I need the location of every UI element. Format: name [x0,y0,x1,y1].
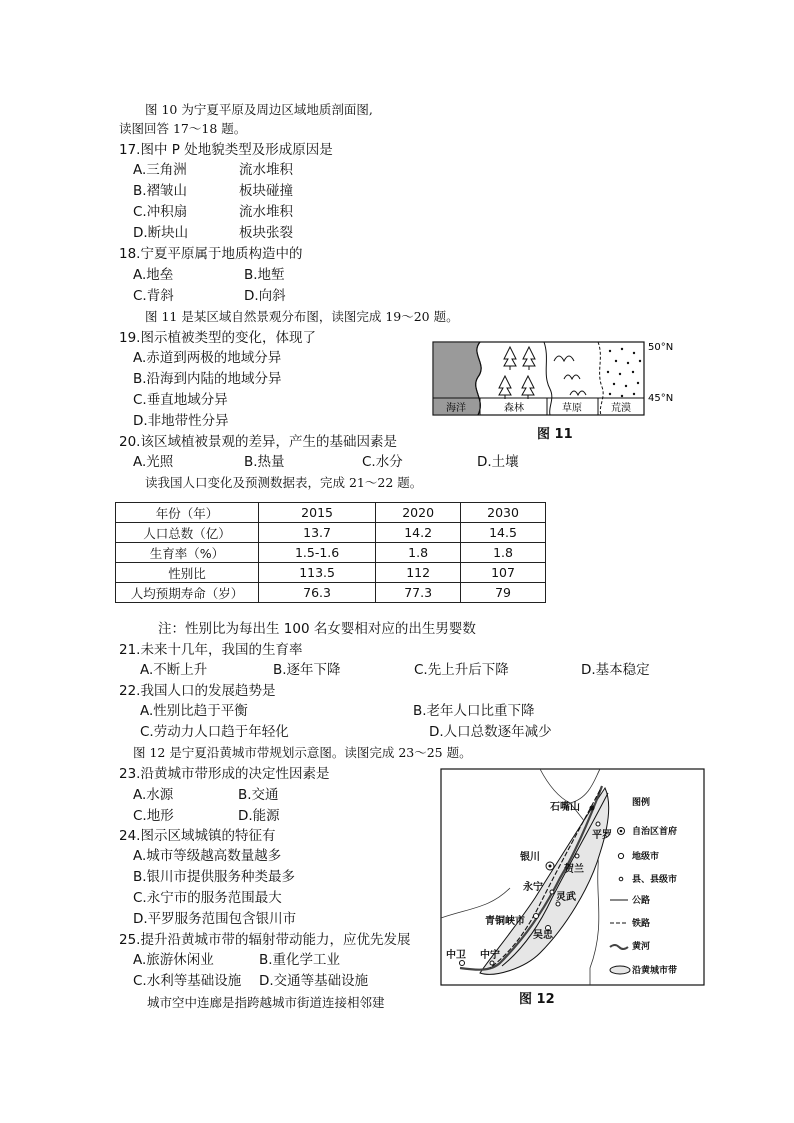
table-cell: 性别比 [116,563,259,583]
table-cell: 76.3 [259,583,376,603]
lat-bottom-label: 45°N [648,393,674,404]
prefecture-city-symbol-icon [618,853,623,858]
table-note: 注：性别比为每出生 100 名女婴相对应的出生男婴数 [158,621,476,637]
q17-option-a-reason: 流水堆积 [239,162,293,178]
table-cell: 113.5 [259,563,376,583]
legend-title: 图例 [632,798,651,808]
intro-17-18-line2: 读图回答 17～18 题。 [119,121,247,136]
table-cell: 112 [376,563,461,583]
table-cell: 人均预期寿命（岁） [116,583,259,603]
q19-option-b: B.沿海到内陆的地域分异 [133,371,282,387]
intro-17-18-line1: 图 10 为宁夏平原及周边区域地质剖面图, [145,102,373,117]
table-header-cell: 2015 [259,503,376,523]
q19-option-a: A.赤道到两极的地域分异 [133,350,282,366]
q21-option-a: A.不断上升 [140,662,208,678]
q25-option-b: B.重化学工业 [259,952,341,968]
legend-highway: 公路 [632,896,651,906]
zone-forest-label: 森林 [504,403,524,414]
q23-option-d: D.能源 [238,808,280,824]
table-header-row [116,503,546,523]
q24-option-b: B.银川市提供服务种类最多 [133,869,296,885]
q24-option-c: C.永宁市的服务范围最大 [133,890,282,906]
q19-stem: 19.图示植被类型的变化，体现了 [119,330,316,346]
table-cell: 13.7 [259,523,376,543]
q20-option-b: B.热量 [244,454,285,470]
legend-prefecture-city: 地级市 [632,852,660,862]
q22-stem: 22.我国人口的发展趋势是 [119,683,276,699]
q22-option-b: B.老年人口比重下降 [413,703,535,719]
q20-option-d: D.土壤 [477,454,519,470]
intro-23-25: 图 12 是宁夏沿黄城市带规划示意图。读图完成 23～25 题。 [133,745,472,760]
population-table [115,502,546,603]
city-label-pingluo: 平罗 [592,830,612,841]
legend-city-belt: 沿黄城市带 [632,966,678,976]
figure-11-landscape-map [430,339,690,419]
q20-stem: 20.该区域植被景观的差异，产生的基础因素是 [119,434,397,450]
legend-county: 县、县级市 [632,875,678,885]
table-cell: 14.5 [461,523,546,543]
table-header-cell: 2030 [461,503,546,523]
city-label-yongning: 永宁 [523,882,543,893]
q21-option-c: C.先上升后下降 [414,662,509,678]
q18-option-d: D.向斜 [244,288,286,304]
q23-option-b: B.交通 [238,787,279,803]
q22-option-c: C.劳动力人口趋于年轻化 [140,724,289,740]
q21-option-d: D.基本稳定 [581,662,650,678]
q24-option-a: A.城市等级越高数量越多 [133,848,282,864]
q20-option-c: C.水分 [362,454,403,470]
city-pingluo-icon [596,822,600,826]
q18-option-b: B.地堑 [244,267,285,283]
intro-19-20: 图 11 是某区域自然景观分布图，读图完成 19～20 题。 [145,309,459,324]
q23-option-a: A.水源 [133,787,174,803]
city-helan-icon [575,854,579,858]
q18-option-c: C.背斜 [133,288,174,304]
table-row [116,563,546,583]
q25-option-d: D.交通等基础设施 [259,973,369,989]
table-header-cell: 年份（年） [116,503,259,523]
city-label-zhongwei: 中卫 [446,950,466,961]
q17-option-a: A.三角洲 [133,162,187,178]
city-belt-symbol-icon [610,966,630,974]
city-zhongning-icon [490,961,494,965]
table-cell: 14.2 [376,523,461,543]
city-zhongwei-icon [460,961,465,966]
city-label-wuzhong: 吴忠 [533,930,553,941]
q17-option-d: D.断块山 [133,225,189,241]
city-label-helan: 贺兰 [564,864,584,875]
q18-stem: 18.宁夏平原属于地质构造中的 [119,246,303,262]
figure-11-caption: 图 11 [537,427,573,442]
table-cell: 人口总数（亿） [116,523,259,543]
q17-option-b-reason: 板块碰撞 [239,183,293,199]
table-cell: 1.8 [376,543,461,563]
city-label-zhongning: 中宁 [480,950,500,961]
q21-option-b: B.逐年下降 [273,662,341,678]
legend-railway: 铁路 [632,919,651,929]
city-label-lingwu: 灵武 [556,892,576,903]
table-row [116,523,546,543]
q21-stem: 21.未来十几年，我国的生育率 [119,642,303,658]
table-row [116,543,546,563]
intro-21-22: 读我国人口变化及预测数据表，完成 21～22 题。 [145,475,423,490]
q25-stem: 25.提升沿黄城市带的辐射带动能力，应优先发展 [119,932,411,948]
city-shizuishan-icon [590,806,595,811]
city-label-shizuishan: 石嘴山 [550,802,580,813]
q22-option-d: D.人口总数逐年减少 [429,724,552,740]
city-yongning-icon [550,890,554,894]
q22-option-a: A.性别比趋于平衡 [140,703,248,719]
q18-option-a: A.地垒 [133,267,174,283]
table-row [116,583,546,603]
footer-passage: 城市空中连廊是指跨越城市街道连接相邻建 [147,995,385,1010]
zone-ocean-label: 海洋 [446,403,466,414]
table-cell: 1.8 [461,543,546,563]
q19-option-d: D.非地带性分异 [133,413,229,429]
q19-option-c: C.垂直地域分异 [133,392,228,408]
q24-option-d: D.平罗服务范围包含银川市 [133,911,297,927]
legend-capital: 自治区首府 [632,827,678,837]
figure-12-map [440,768,705,986]
figure-12-caption: 图 12 [519,992,555,1007]
q25-option-c: C.水利等基础设施 [133,973,242,989]
zone-grassland-label: 草原 [562,403,582,414]
table-cell: 77.3 [376,583,461,603]
q25-option-a: A.旅游休闲业 [133,952,214,968]
city-label-qingtongxia: 青铜峡市 [485,916,525,927]
table-header-cell: 2020 [376,503,461,523]
city-qingtongxia-icon [534,914,539,919]
q17-option-c: C.冲积扇 [133,204,188,220]
zone-desert-label: 荒漠 [611,403,631,414]
county-symbol-icon [619,877,623,881]
q24-stem: 24.图示区域城镇的特征有 [119,828,276,844]
table-cell: 79 [461,583,546,603]
q20-option-a: A.光照 [133,454,174,470]
q17-option-d-reason: 板块张裂 [239,225,293,241]
table-cell: 107 [461,563,546,583]
lat-top-label: 50°N [648,342,674,353]
q17-option-b: B.褶皱山 [133,183,188,199]
q23-stem: 23.沿黄城市带形成的决定性因素是 [119,766,330,782]
q17-stem: 17.图中 P 处地貌类型及形成原因是 [119,142,333,158]
city-label-yinchuan: 银川 [520,852,540,863]
legend-river: 黄河 [632,942,651,952]
q17-option-c-reason: 流水堆积 [239,204,293,220]
q23-option-c: C.地形 [133,808,174,824]
table-cell: 1.5-1.6 [259,543,376,563]
table-cell: 生育率（%） [116,543,259,563]
